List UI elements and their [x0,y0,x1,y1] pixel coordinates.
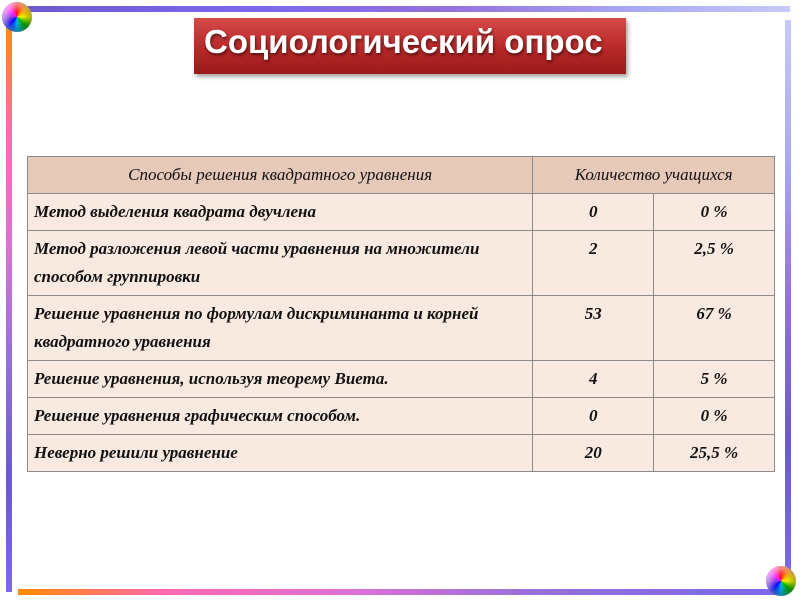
table-row [28,435,775,472]
survey-table [27,156,775,472]
method-cell: Решение уравнения, используя теорему Виета. [28,361,533,398]
method-cell: Метод выделения квадрата двучлена [28,194,533,231]
method-cell: Решение уравнения по формулам дискриминанта и корней квадратного уравнения [28,296,533,361]
percent-cell: 0 % [654,398,775,435]
header-count: Количество учащихся [533,157,775,194]
table-row [28,231,775,296]
method-cell: Решение уравнения графическим способом. [28,398,533,435]
frame-left-line [6,20,12,592]
count-cell: 2 [533,231,654,296]
count-cell: 4 [533,361,654,398]
frame-bottom-line [18,589,778,595]
percent-cell: 25,5 % [654,435,775,472]
frame-right-line [785,20,791,580]
table-header-row [28,157,775,194]
percent-cell: 67 % [654,296,775,361]
rainbow-ball-icon [2,2,32,32]
frame-top-line [20,6,790,12]
table-row [28,398,775,435]
count-cell: 0 [533,194,654,231]
percent-cell: 2,5 % [654,231,775,296]
percent-cell: 0 % [654,194,775,231]
header-methods: Способы решения квадратного уравнения [28,157,533,194]
table-row [28,194,775,231]
count-cell: 53 [533,296,654,361]
count-cell: 20 [533,435,654,472]
method-cell: Неверно решили уравнение [28,435,533,472]
method-cell: Метод разложения левой части уравнения на множители способом группировки [28,231,533,296]
percent-cell: 5 % [654,361,775,398]
slide-title: Социологический опрос [204,23,603,60]
table-row [28,296,775,361]
table-row [28,361,775,398]
count-cell: 0 [533,398,654,435]
rainbow-ball-icon [766,566,796,596]
